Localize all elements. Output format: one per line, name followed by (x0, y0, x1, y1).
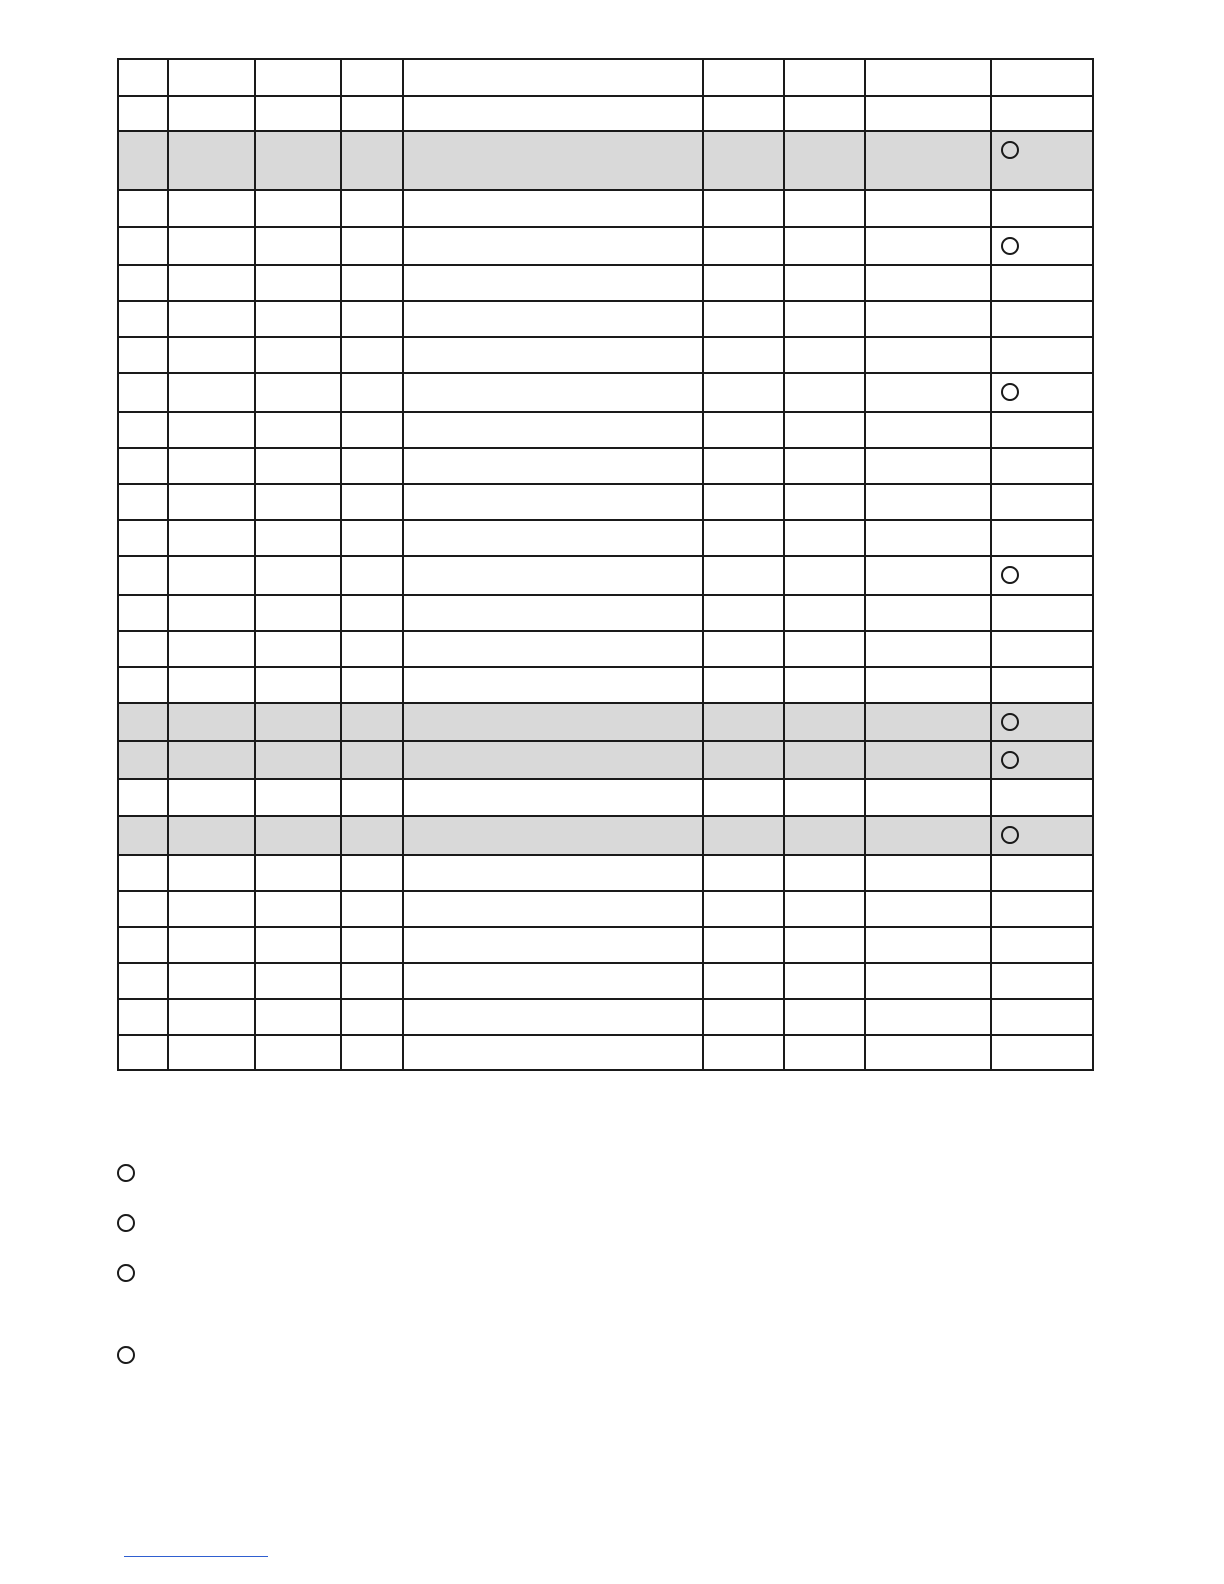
table-cell (341, 227, 403, 265)
table-cell (255, 448, 341, 484)
table-cell (403, 59, 703, 96)
table-cell (168, 779, 255, 816)
table-cell (703, 448, 784, 484)
table-cell (865, 779, 991, 816)
table-cell (168, 631, 255, 667)
table-cell (784, 337, 865, 373)
table-cell (255, 779, 341, 816)
table-cell (865, 520, 991, 556)
table-cell (118, 373, 168, 412)
table-cell (255, 999, 341, 1035)
table-cell (255, 927, 341, 963)
table-cell (118, 96, 168, 131)
table-cell (865, 59, 991, 96)
table-row-rule (118, 226, 1094, 228)
table-cell (703, 556, 784, 595)
table-cell (118, 59, 168, 96)
table-cell (341, 448, 403, 484)
table-column-rule (254, 58, 256, 1071)
table-cell (341, 373, 403, 412)
table-column-rule (1092, 58, 1094, 1071)
table-cell (255, 667, 341, 703)
table-cell (703, 265, 784, 301)
table-column-rule (990, 58, 992, 1071)
table-cell (168, 520, 255, 556)
table-cell (118, 703, 168, 741)
table-cell (784, 631, 865, 667)
table-cell (341, 265, 403, 301)
table-cell (703, 190, 784, 227)
table-cell (341, 927, 403, 963)
table-cell (784, 59, 865, 96)
table-cell (403, 667, 703, 703)
table-cell (118, 265, 168, 301)
table-cell (865, 595, 991, 631)
table-row-rule (118, 702, 1094, 704)
table-cell (255, 741, 341, 779)
table-cell (255, 59, 341, 96)
table-cell (703, 816, 784, 855)
footnote-4-circle-outline-icon (117, 1346, 135, 1364)
table-row-rule (118, 336, 1094, 338)
table-column-rule (117, 58, 119, 1071)
table-cell (168, 337, 255, 373)
table-cell (703, 999, 784, 1035)
table-cell (118, 1035, 168, 1070)
table-cell (118, 927, 168, 963)
table-cell (341, 741, 403, 779)
table-cell (118, 891, 168, 927)
table-cell (118, 337, 168, 373)
circle-outline-icon (1001, 826, 1019, 844)
table-cell (703, 59, 784, 96)
table-cell (341, 999, 403, 1035)
circle-outline-icon (1001, 237, 1019, 255)
table-cell (403, 337, 703, 373)
table-cell (865, 741, 991, 779)
table-cell (168, 59, 255, 96)
table-cell (784, 816, 865, 855)
table-column-rule (864, 58, 866, 1071)
table-cell (784, 667, 865, 703)
table-cell (784, 703, 865, 741)
table-cell (703, 520, 784, 556)
table-cell (991, 96, 1093, 131)
table-cell (703, 963, 784, 999)
table-cell (865, 855, 991, 891)
table-cell (341, 337, 403, 373)
table-cell (341, 59, 403, 96)
table-cell (865, 190, 991, 227)
table-cell (784, 855, 865, 891)
table-cell (991, 265, 1093, 301)
table-cell (991, 412, 1093, 448)
table-cell (991, 891, 1093, 927)
table-cell (703, 703, 784, 741)
table-cell (991, 999, 1093, 1035)
table-cell (255, 190, 341, 227)
table-cell (991, 855, 1093, 891)
table-cell (991, 963, 1093, 999)
table-cell (703, 927, 784, 963)
table-cell (168, 816, 255, 855)
table-cell (255, 301, 341, 337)
table-cell (703, 741, 784, 779)
table-cell (341, 667, 403, 703)
table-cell (403, 855, 703, 891)
table-cell (341, 631, 403, 667)
footnote-1-circle-outline-icon (117, 1164, 135, 1182)
table-cell (168, 741, 255, 779)
table-cell (865, 265, 991, 301)
table-cell (865, 96, 991, 131)
table-cell (403, 891, 703, 927)
table-row-rule (118, 447, 1094, 449)
table-cell (865, 963, 991, 999)
table-cell (403, 1035, 703, 1070)
table-cell (403, 779, 703, 816)
table-row-rule (118, 519, 1094, 521)
table-cell (703, 337, 784, 373)
table-cell (784, 779, 865, 816)
table-cell (341, 556, 403, 595)
table-cell (784, 484, 865, 520)
table-cell (168, 131, 255, 190)
table-cell (168, 556, 255, 595)
table-cell (118, 741, 168, 779)
table-column-rule (402, 58, 404, 1071)
table-cell (403, 190, 703, 227)
table-cell (255, 96, 341, 131)
table-cell (784, 190, 865, 227)
table-cell (865, 301, 991, 337)
table-cell (784, 301, 865, 337)
table-cell (341, 1035, 403, 1070)
table-cell (341, 484, 403, 520)
table-row-rule (118, 300, 1094, 302)
table-cell (168, 891, 255, 927)
table-cell (255, 963, 341, 999)
table-column-rule (702, 58, 704, 1071)
table-cell (168, 927, 255, 963)
table-cell (255, 631, 341, 667)
circle-outline-icon (1001, 383, 1019, 401)
table-cell (255, 337, 341, 373)
table-cell (341, 301, 403, 337)
table-cell (991, 190, 1093, 227)
table-row-rule (118, 1034, 1094, 1036)
circle-outline-icon (1001, 566, 1019, 584)
table-cell (703, 96, 784, 131)
table-cell (403, 595, 703, 631)
table-cell (255, 131, 341, 190)
table-row-rule (118, 594, 1094, 596)
table-cell (118, 963, 168, 999)
table-cell (118, 855, 168, 891)
table-cell (784, 999, 865, 1035)
table-cell (703, 301, 784, 337)
table-cell (403, 412, 703, 448)
table-row-rule (118, 555, 1094, 557)
table-cell (168, 595, 255, 631)
table-cell (403, 301, 703, 337)
table-cell (991, 667, 1093, 703)
table-cell (341, 816, 403, 855)
table-cell (403, 999, 703, 1035)
table-cell (118, 412, 168, 448)
table-row-rule (118, 58, 1094, 60)
table-cell (403, 373, 703, 412)
table-cell (865, 999, 991, 1035)
table-cell (865, 927, 991, 963)
table-cell (403, 448, 703, 484)
table-cell (118, 131, 168, 190)
table-cell (784, 412, 865, 448)
table-cell (703, 412, 784, 448)
table-cell (255, 265, 341, 301)
table-cell (118, 190, 168, 227)
table-row-rule (118, 740, 1094, 742)
table-row-rule (118, 854, 1094, 856)
table-row-rule (118, 95, 1094, 97)
table-cell (118, 520, 168, 556)
table-row-rule (118, 926, 1094, 928)
table-row-rule (118, 630, 1094, 632)
table-cell (255, 891, 341, 927)
table-column-rule (167, 58, 169, 1071)
table-cell (865, 131, 991, 190)
table-cell (991, 484, 1093, 520)
table-cell (168, 963, 255, 999)
table-cell (784, 741, 865, 779)
table-cell (168, 227, 255, 265)
table-cell (118, 816, 168, 855)
table-cell (991, 595, 1093, 631)
table-cell (168, 373, 255, 412)
table-cell (118, 667, 168, 703)
table-cell (991, 59, 1093, 96)
circle-outline-icon (1001, 751, 1019, 769)
circle-outline-icon (1001, 141, 1019, 159)
table-cell (118, 779, 168, 816)
table-cell (865, 703, 991, 741)
table-cell (118, 227, 168, 265)
table-cell (403, 816, 703, 855)
table-cell (784, 891, 865, 927)
table-cell (255, 373, 341, 412)
table-cell (255, 556, 341, 595)
table-cell (118, 301, 168, 337)
table-cell (703, 855, 784, 891)
table-cell (255, 227, 341, 265)
table-cell (255, 816, 341, 855)
table-cell (168, 999, 255, 1035)
table-cell (255, 703, 341, 741)
table-cell (703, 131, 784, 190)
footnote-3-circle-outline-icon (117, 1264, 135, 1282)
table-cell (865, 412, 991, 448)
table-row-rule (118, 998, 1094, 1000)
table-row-rule (118, 815, 1094, 817)
table-cell (341, 131, 403, 190)
table-cell (784, 448, 865, 484)
table-cell (403, 963, 703, 999)
table-cell (341, 595, 403, 631)
table-cell (703, 667, 784, 703)
table-cell (784, 265, 865, 301)
table-cell (865, 891, 991, 927)
table-cell (168, 448, 255, 484)
table-cell (341, 96, 403, 131)
table-cell (703, 891, 784, 927)
table-cell (865, 337, 991, 373)
table-cell (168, 855, 255, 891)
table-cell (341, 891, 403, 927)
table-row-rule (118, 483, 1094, 485)
table-cell (168, 412, 255, 448)
table-cell (865, 816, 991, 855)
table-cell (403, 927, 703, 963)
table-cell (703, 484, 784, 520)
table-cell (168, 1035, 255, 1070)
table-cell (991, 337, 1093, 373)
table-cell (865, 556, 991, 595)
footnote-2-circle-outline-icon (117, 1214, 135, 1232)
table-cell (403, 631, 703, 667)
table-cell (403, 96, 703, 131)
table-cell (168, 301, 255, 337)
table-cell (703, 1035, 784, 1070)
table-cell (703, 227, 784, 265)
table-cell (784, 520, 865, 556)
table-cell (784, 96, 865, 131)
table-cell (403, 703, 703, 741)
table-row-rule (118, 264, 1094, 266)
table-cell (703, 779, 784, 816)
table-cell (341, 855, 403, 891)
table-cell (991, 301, 1093, 337)
table-cell (784, 131, 865, 190)
table-cell (341, 190, 403, 227)
table-cell (991, 448, 1093, 484)
table-cell (991, 131, 1093, 190)
table-cell (341, 703, 403, 741)
table-row-rule (118, 890, 1094, 892)
table-cell (784, 373, 865, 412)
table-cell (403, 741, 703, 779)
table-row-rule (118, 411, 1094, 413)
table-row-rule (118, 962, 1094, 964)
table-cell (255, 855, 341, 891)
table-row-rule (118, 130, 1094, 132)
table-cell (991, 631, 1093, 667)
table-cell (118, 484, 168, 520)
table-cell (341, 520, 403, 556)
table-cell (118, 631, 168, 667)
table-column-rule (340, 58, 342, 1071)
table-column-rule (783, 58, 785, 1071)
table-cell (991, 779, 1093, 816)
table-cell (865, 484, 991, 520)
table-row-rule (118, 189, 1094, 191)
table-cell (168, 484, 255, 520)
table-cell (341, 963, 403, 999)
table-cell (703, 595, 784, 631)
table-cell (118, 595, 168, 631)
table-cell (255, 484, 341, 520)
table-cell (865, 373, 991, 412)
table-cell (341, 779, 403, 816)
table-cell (991, 520, 1093, 556)
table-cell (255, 412, 341, 448)
table-cell (865, 448, 991, 484)
table-cell (784, 595, 865, 631)
table-cell (341, 412, 403, 448)
table-cell (403, 520, 703, 556)
table-cell (403, 131, 703, 190)
table-cell (865, 667, 991, 703)
table-cell (865, 631, 991, 667)
table-row-rule (118, 1069, 1094, 1071)
table-cell (703, 631, 784, 667)
table-cell (403, 556, 703, 595)
table-cell (403, 484, 703, 520)
table-cell (991, 927, 1093, 963)
table-cell (255, 1035, 341, 1070)
table-cell (784, 227, 865, 265)
table-cell (168, 667, 255, 703)
table-cell (255, 520, 341, 556)
table-cell (865, 1035, 991, 1070)
table-row-rule (118, 666, 1094, 668)
table-row-rule (118, 372, 1094, 374)
table-cell (168, 703, 255, 741)
footer-rule (124, 1556, 268, 1557)
table-cell (118, 556, 168, 595)
table-cell (168, 190, 255, 227)
table-cell (255, 595, 341, 631)
table-cell (168, 96, 255, 131)
table-cell (703, 373, 784, 412)
table-cell (784, 556, 865, 595)
table-cell (865, 227, 991, 265)
circle-outline-icon (1001, 713, 1019, 731)
table-cell (168, 265, 255, 301)
table-row-rule (118, 778, 1094, 780)
table-cell (118, 448, 168, 484)
table-cell (403, 227, 703, 265)
table-cell (991, 1035, 1093, 1070)
table-cell (403, 265, 703, 301)
table-cell (784, 963, 865, 999)
table-cell (118, 999, 168, 1035)
table-cell (784, 927, 865, 963)
table-cell (784, 1035, 865, 1070)
